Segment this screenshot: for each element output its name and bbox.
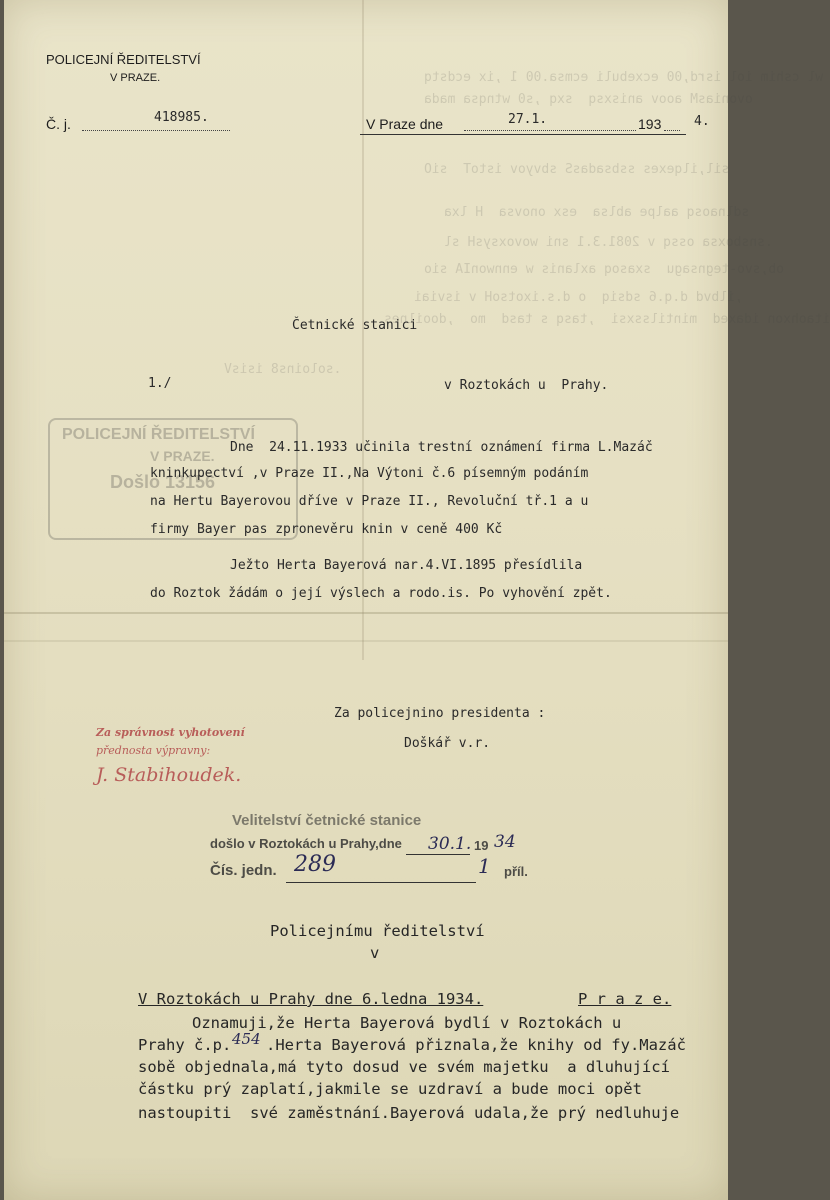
bleed-through-text: ,ilbvd d.q.6 sdsiq o d.s.ixotsoH v isviai [414,290,743,305]
bleed-through-text: ovoniasM aoov anisxsq sxq ,s0 wtnqsa mada [424,92,753,107]
reference-number: 418985. [154,110,209,125]
reply-heading-sub: v [370,944,380,962]
bleed-through-text: itaohxon idaxed mintilssxsi ,tasq s tasd mo ,dooilnes [384,312,830,327]
signature-line: Za policejnino presidenta : [334,706,546,721]
letterhead-org: POLICEJNÍ ŘEDITELSTVÍ [46,52,201,67]
body-line: kninkupectví ,v Praze II.,Na Výtoni č.6 písemným podáním [150,466,589,481]
stamp-text: Došlo 13156 [110,472,216,492]
dotted-line [664,130,680,131]
body-line: do Roztok žádám o její výslech a rodo.is. Po vyhovění zpět. [150,586,612,601]
bleed-through-text: ob,svo-tegnsagu sxasoq axlanis w ennwonIA sio [424,262,785,277]
stamp-year-prefix: 19 [474,838,489,853]
reply-heading: Policejnímu ředitelství [270,922,485,940]
fold-line [4,612,728,614]
gendarmerie-stamp-line: došlo v Roztokách u Prahy,dne [210,836,402,851]
body-line: firmy Bayer pas zpronevěru knin v ceně 400 Kč [150,522,503,537]
bleed-through-text: wl cshim iol isrd,00 ecxebuli ecmsa.00 1 ,ix ecdstq [424,70,824,85]
addressee-line: Četnické stanici [292,318,418,333]
reply-place-date: V Roztokách u Prahy dne 6.ledna 1934. [138,990,484,1008]
reference-label: Č. j. [46,116,71,132]
reply-line: částku prý zaplatí,jakmile se uzdraví a bude moci opět [138,1080,642,1098]
reply-line: .Herta Bayerová přiznala,že knihy od fy.Mazáč [266,1036,686,1054]
fold-line [4,640,728,642]
stamp-text: POLICEJNÍ ŘEDITELSTVÍ [62,426,255,443]
reply-city: P r a z e. [578,990,672,1008]
reply-line: Prahy č.p. [138,1036,232,1054]
red-stamp-line: přednosta výpravny: [96,744,211,757]
reply-line: nastoupiti své zaměstnání.Bayerová udala,že prý nedluhuje [138,1104,680,1122]
document-page [4,0,830,1200]
addressee-number: 1./ [148,376,172,391]
stamp-attachments-label: příl. [504,864,528,879]
bleed-through-text: sdlnaosq aalpe ablsa esx onovsa H lxa [444,205,750,220]
body-line: na Hertu Bayerovou dříve v Praze II., Revoluční tř.1 a u [150,494,589,509]
year-prefix: 193 [638,116,662,132]
stamp-date-handwritten: 30.1. [428,834,472,854]
stamp-number-handwritten: 289 [294,852,336,877]
red-signature: J. Stabihoudek. [96,764,242,786]
stamp-text: V PRAZE. [150,448,215,464]
reply-line: sobě objednala,má tyto dosud ve svém majetku a dluhující [138,1058,670,1076]
body-line: Dne 24.11.1933 učinila trestní oznámení firma L.Mazáč [230,440,653,455]
letterhead-city: V PRAZE. [110,72,161,84]
gendarmerie-stamp-title: Velitelství četnické stanice [232,812,422,829]
body-line: Ježto Herta Bayerová nar.4.VI.1895 přesídlila [230,558,583,573]
stamp-attachments-handwritten: 1 [478,854,491,878]
year-suffix: 4. [694,114,710,129]
stamp-year-handwritten: 34 [494,832,516,852]
red-stamp-line: Za správnost vyhotovení [96,726,245,739]
dotted-line [82,130,230,131]
bleed-through-text: sil,ilqexes ssbsadasS sbvyov istoT siO [424,162,730,177]
bleed-through-text: .snsboxsa ossq v 2081.3.1 sni wovoxsysH sl [444,235,773,250]
dotted-line [464,130,636,131]
house-number-handwritten: 454 [232,1030,261,1048]
bleed-through-text: .soloins8 isisV [224,362,342,377]
date-value: 27.1. [508,112,548,127]
stamp-underline [286,882,476,883]
gendarmerie-stamp-line: Čís. jedn. [210,862,277,879]
reply-line: Oznamuji,že Herta Bayerová bydlí v Roztokách u [192,1014,622,1032]
place-date-label: V Praze dne [366,116,444,132]
stamp-underline [406,854,470,855]
addressee-place: v Roztokách u Prahy. [444,378,609,393]
header-rule [360,134,686,135]
signature-name: Doškář v.r. [404,736,491,751]
